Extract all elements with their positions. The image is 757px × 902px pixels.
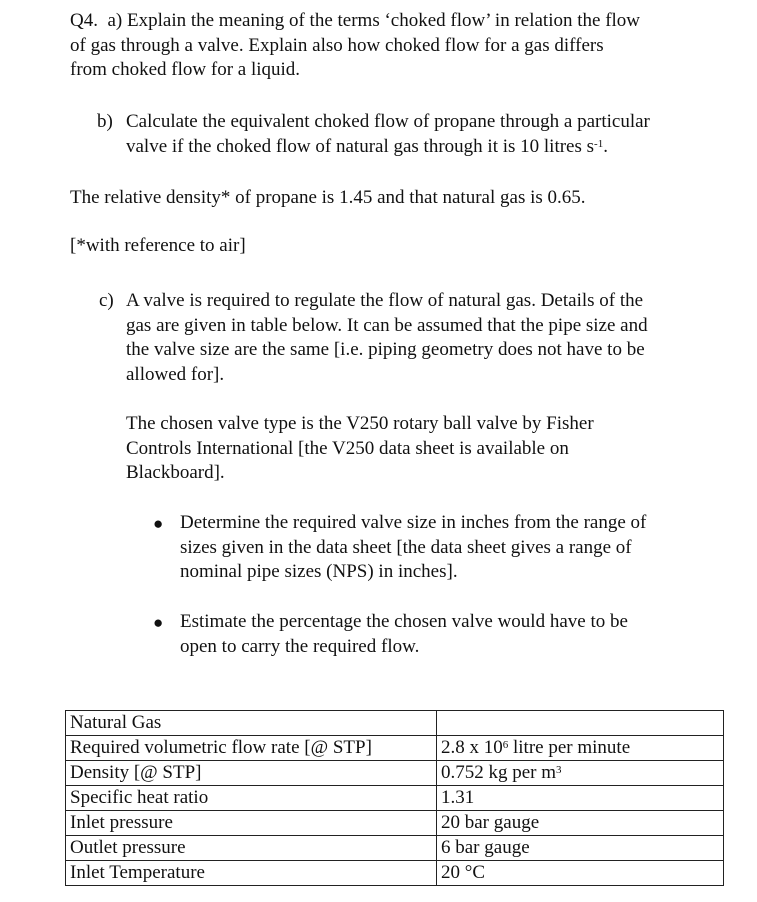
table-row [66, 836, 724, 861]
bullet-2-line2: open to carry the required flow. [180, 635, 420, 657]
table-row [66, 811, 724, 836]
question-part-c-line1: A valve is required to regulate the flow of natural gas. Details of the [126, 290, 644, 311]
table-header-empty-cell [437, 711, 724, 736]
table-row [66, 861, 724, 886]
question-part-a-line1: Q4. a) Explain the meaning of the terms ‘choked flow’ in relation the flow [70, 10, 641, 31]
table-header-row [66, 711, 724, 736]
question-number: Q4. [70, 10, 98, 31]
table-row-label: Density [@ STP] [66, 761, 437, 786]
bullet-2 [180, 610, 628, 659]
question-part-a-line2: of gas through a valve. Explain also how choked flow for a gas differs [70, 34, 604, 56]
valve-description [126, 412, 594, 486]
valve-description-line1: The chosen valve type is the V250 rotary ball valve by Fisher [126, 413, 594, 434]
question-part-b [126, 110, 650, 159]
table-row-label: Inlet pressure [66, 811, 437, 836]
valve-description-line2: Controls International [the V250 data sheet is available on [126, 437, 569, 459]
bullet-2-dot: ● [153, 613, 164, 632]
table-row-label: Required volumetric flow rate [@ STP] [66, 736, 437, 761]
natural-gas-table [65, 710, 724, 886]
table-row-label: Specific heat ratio [66, 786, 437, 811]
bullet-1-dot: ● [153, 514, 164, 533]
question-part-a [70, 9, 640, 83]
table-row [66, 786, 724, 811]
bullet-1-line1: Determine the required valve size in inches from the range of [180, 512, 647, 533]
table-row-label: Outlet pressure [66, 836, 437, 861]
valve-description-line3: Blackboard]. [126, 462, 225, 483]
part-c-label: c) [99, 290, 114, 311]
footnote: [*with reference to air] [70, 235, 246, 256]
question-part-c-line2: gas are given in table below. It can be assumed that the pipe size and [126, 314, 648, 336]
table-header-cell: Natural Gas [66, 711, 437, 736]
bullet-1-line3: nominal pipe sizes (NPS) in inches]. [180, 561, 458, 582]
bullet-1 [180, 511, 646, 585]
question-part-b-line2: valve if the choked flow of natural gas through it is 10 litres $s^{-1}$. [126, 135, 608, 157]
table-row-value: 20 °C [437, 861, 724, 886]
table-row-value: 6 bar gauge [437, 836, 724, 861]
question-part-c-line4: allowed for]. [126, 363, 225, 385]
table-row-value: 1.31 [437, 786, 724, 811]
table-row [66, 736, 724, 761]
table-row-label: Inlet Temperature [66, 861, 437, 886]
table-row-value: 2.8 x $10^6$ litre per minute [437, 736, 724, 761]
table-row-value: 0.752 kg per $m^3$ [437, 761, 724, 786]
question-part-c [126, 289, 648, 387]
density-note: The relative density* of propane is 1.45 and that natural gas is 0.65. [70, 187, 586, 208]
question-part-c-line3: the valve size are the same [i.e. piping geometry does not have to be [126, 339, 645, 360]
part-a-label: a) [107, 10, 123, 31]
table-row-value: 20 bar gauge [437, 811, 724, 836]
question-part-a-line3: from choked flow for a liquid. [70, 59, 301, 80]
part-b-label: b) [97, 111, 113, 132]
bullet-2-line1: Estimate the percentage the chosen valve would have to be [180, 611, 628, 632]
bullet-1-line2: sizes given in the data sheet [the data sheet gives a range of [180, 536, 632, 558]
table-row [66, 761, 724, 786]
question-part-b-line1: Calculate the equivalent choked flow of propane through a particular [126, 111, 650, 132]
